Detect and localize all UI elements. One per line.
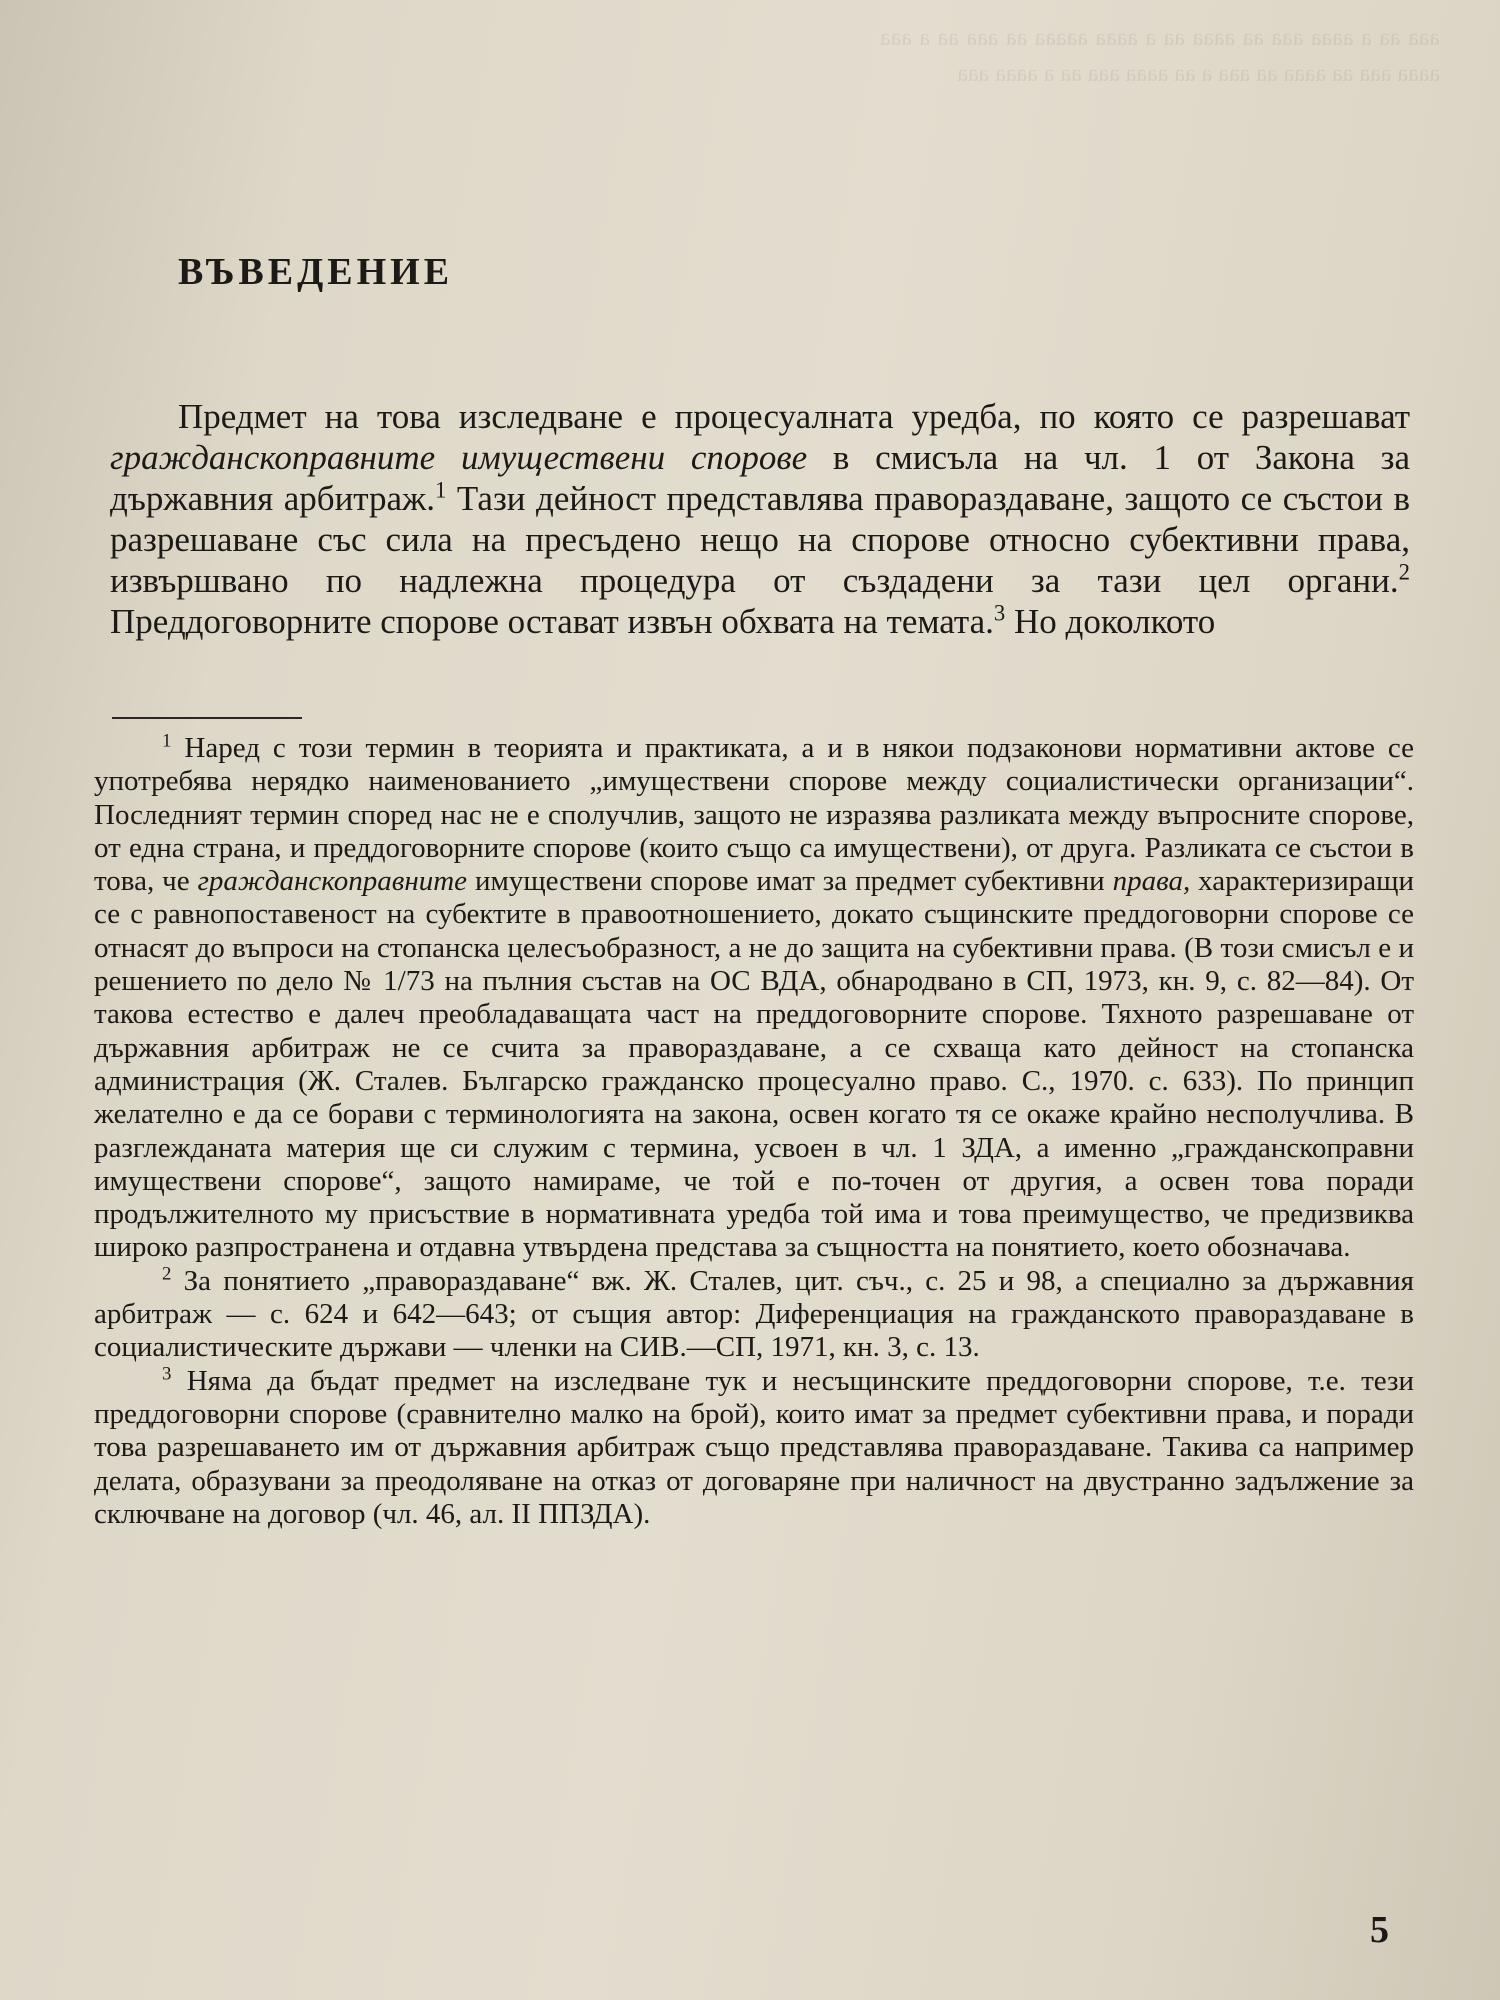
footnote-1-text-e: характеризиращи се с равнопоставеност на субектите в правоотношението, докато същинските преддоговорни спорове се отнасят до въпроси на стопанска целесъобразност, а не до защита на субективни права. (В този смисъл е и решението по дело № 1/73 на пълния състав на ОС ВДА, обнародвано в СП, 1973, кн. 9, с. 82—84). От такова естество е далеч преобладаващата част на преддоговорните спорове. Тяхното разрешаване от държавния арбитраж не се счита за правораздаване, а се схваща като дейност на стопанска администрация (Ж. Сталев. Българско гражданско процесуално право. С., 1970. с. 633). По принцип желателно е да се борави с терминологията на закона, освен когато тя се окаже крайно несполучлива. В разглежданата материя ще си служим с термина, усвоен в чл. 1 ЗДА, а именно „гражданскоправни имуществени спорове“, защото намираме, че той е по-точен от другия, а освен това поради продължителното му присъствие в нормативната уредба той има и това преимущество, че предизвиква широко разпространена и отдавна утвърдена представа за същността на понятието, което обозначава. xyxy=(94,865,1414,1264)
footnote-3-number: 3 xyxy=(162,1363,172,1385)
footnote-1-italic-b: гражданскоправните xyxy=(197,865,468,898)
footnote-ref-1: 1 xyxy=(435,477,447,503)
bleed-through-text: ааа аа а аааа ааа аа аааа аа а аааа ааааа аа ааа аа а ааа аааа ааа аа аааа аа ааа а аа аааа ааа аа а аааа ааа xyxy=(880,25,1440,87)
footnote-separator xyxy=(112,717,302,719)
footnote-3-text: Няма да бъдат предмет на изследване тук и несъщинските преддоговорни спорове, т.е. тези преддоговорни спорове (сравнително малко на брой), които имат за предмет субективни права, и поради това разрешаването им от държавния арбитраж също представлява правораздаване. Такива са например делата, образувани за преодоляване на отказ от договаряне при наличност на двустранно задължение за сключване на договор (чл. 46, ал. II ППЗДА). xyxy=(94,1364,1414,1530)
page-number: 5 xyxy=(1370,1909,1389,1951)
footnote-2-text: За понятието „правораздаване“ вж. Ж. Сталев, цит. съч., с. 25 и 98, а специално за държавния арбитраж — с. 624 и 642—643; от същия автор: Диференциация на гражданското правораздаване в социалистическите държави — членки на СИВ.—СП, 1971, кн. 3, с. 13. xyxy=(94,1264,1414,1364)
footnote-ref-3: 3 xyxy=(993,600,1006,626)
footnote-2 xyxy=(94,1265,1414,1365)
main-text-end: Но доколкото xyxy=(1005,602,1216,641)
chapter-heading: ВЪВЕДЕНИЕ xyxy=(178,251,454,293)
footnote-1-text-a: Наред с този термин в теорията и практиката, а и в някои подзаконови нормативни актове се употребява нерядко наименованието „имуществени спорове между социалистически организации“. Последният термин според нас не е сполучлив, защото не изразява разликата между въпросните спорове, от една страна, и преддоговорните спорове (които също са имуществени), от друга. Разликата се състои в това, че xyxy=(94,732,1414,898)
footnote-ref-2: 2 xyxy=(1398,559,1410,585)
main-text-start: Предмет на това изследване е процесуалната уредба, по която се разрешават xyxy=(178,397,1410,436)
footnote-1-text-c: имуществени спорове имат за предмет субективни xyxy=(467,865,1113,898)
footnote-1 xyxy=(94,732,1414,1265)
footnote-2-number: 2 xyxy=(162,1263,172,1285)
footnotes xyxy=(94,732,1414,1531)
footnote-1-number: 1 xyxy=(162,730,172,752)
footnote-1-italic-d: права, xyxy=(1112,865,1191,898)
main-text-mid1: в смисъла на чл. 1 от Закона за държавния арбитраж. xyxy=(110,438,1410,518)
main-text-mid2: Тази дейност представлява правораздаване, защото се състои в разрешаване със сила на пресъдено нещо на спорове относно субективни права, извършвано по надлежна процедура от създадени за тази цел органи. xyxy=(110,479,1410,600)
footnote-3 xyxy=(94,1365,1414,1531)
main-paragraph xyxy=(110,396,1410,642)
main-text-italic: гражданскоправните имуществени спорове xyxy=(110,438,808,477)
main-text-mid3: Преддоговорните спорове остават извън обхвата на темата. xyxy=(110,602,994,641)
